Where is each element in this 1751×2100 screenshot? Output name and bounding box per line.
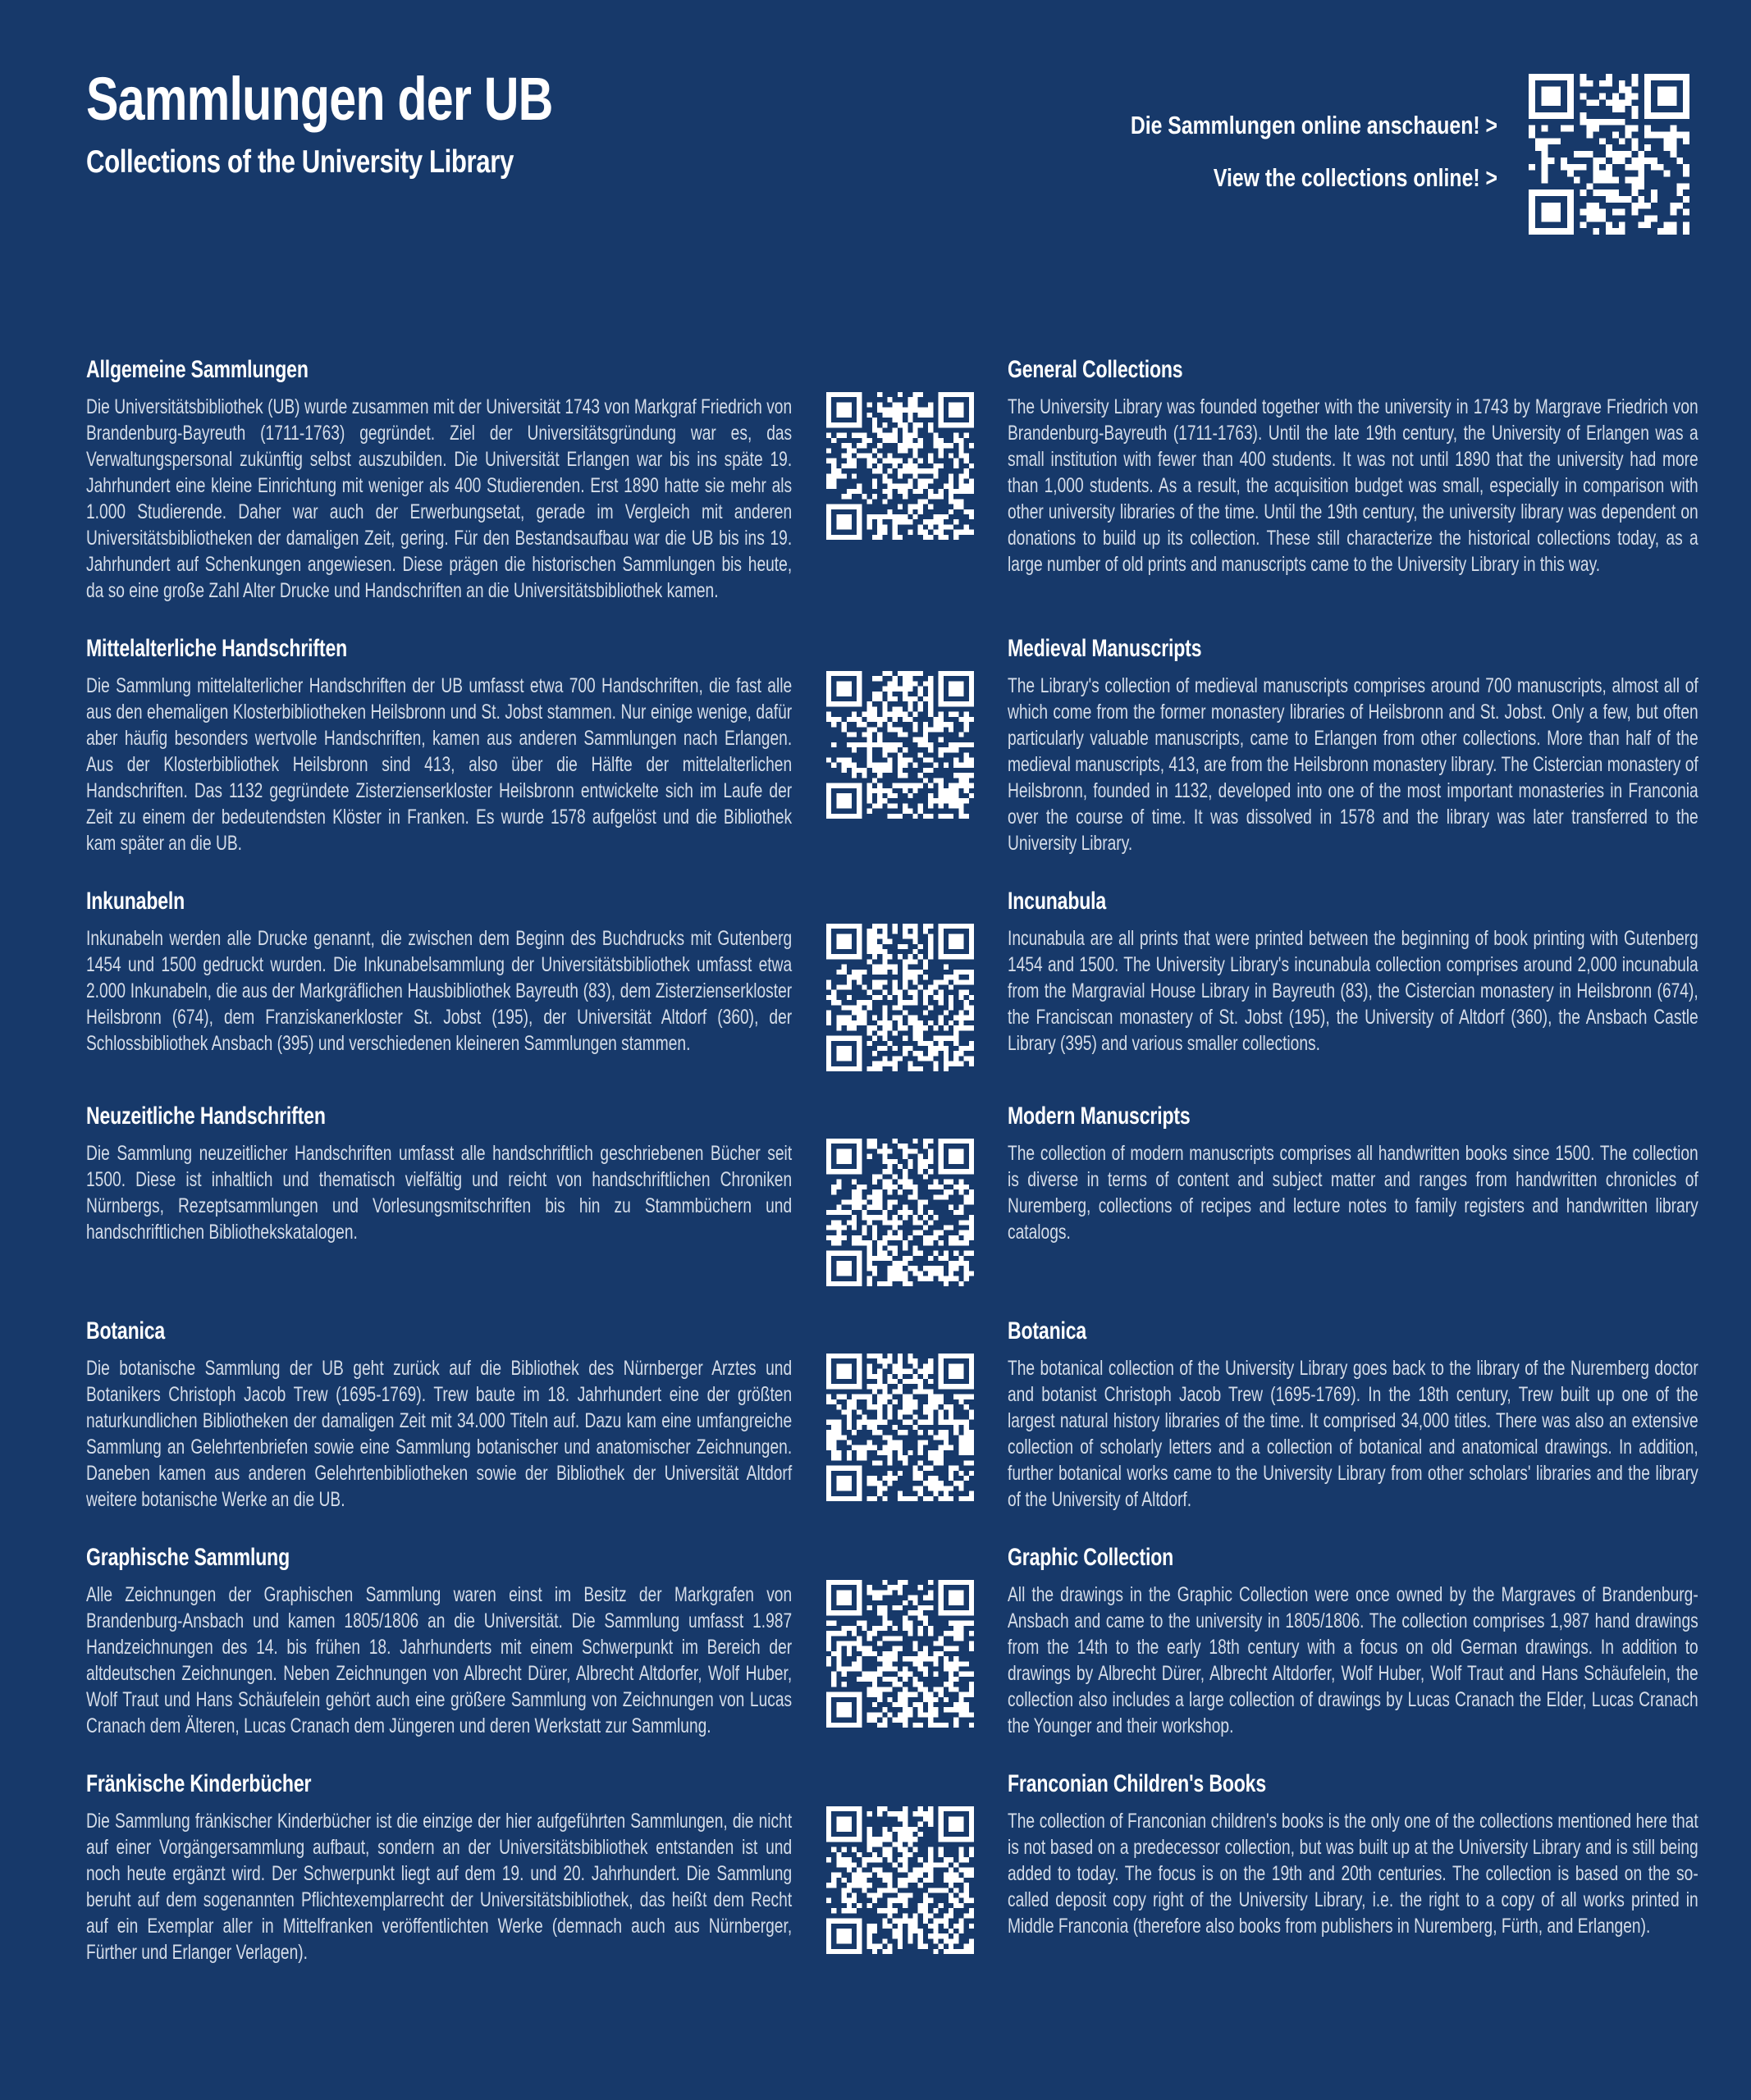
header-online-block — [907, 67, 1689, 235]
section-text-de: Inkunabeln werden alle Drucke genannt, die zwischen dem Beginn des Buchdrucks mit Gutenberg 1454 und 1500 gedruckt wurden. Die Inkunabelsammlung der Universitätsbibliothek umfasst etwa 2.000 Inkunabeln, die aus der Markgräflichen Hausbibliothek Bayreuth (83), dem Zisterzienserkloster Heilsbronn (674), dem Franziskanerkloster St. Jobst (195), der Universität Altdorf (360), der Schlossbibliothek Ansbach (395) und verschiedenen kleineren Sammlungen stammen. — [86, 927, 793, 1055]
qr-column — [792, 1770, 1008, 1965]
section-title-de: Botanica — [86, 1317, 166, 1344]
section-title-en: Incunabula — [1008, 888, 1107, 915]
online-links — [1025, 112, 1497, 190]
german-column — [86, 1317, 792, 1513]
title-block — [86, 67, 743, 180]
section-text-de: Die Sammlung neuzeitlicher Handschriften umfasst alle handschriftlich geschriebenen Bücher seit 1500. Diese ist inhaltlich und thematisch vielfältig und reicht von handschriftlichen Chroniken Nürnbergs, Rezeptsammlungen und Vorlesungsmitschriften bis hin zu Stammbüchern und handschriftlichen Bibliothekskatalogen. — [86, 1142, 793, 1244]
qr-column — [792, 888, 1008, 1071]
qr-column — [792, 1544, 1008, 1739]
collection-section — [86, 888, 1698, 1071]
collection-section — [86, 1317, 1698, 1513]
section-title-de: Neuzeitliche Handschriften — [86, 1102, 326, 1130]
qr-column — [792, 635, 1008, 856]
qr-code — [826, 392, 974, 540]
qr-column — [792, 356, 1008, 604]
section-text-en: All the drawings in the Graphic Collection were once owned by the Margraves of Brandenburg-Ansbach and came to the university in 1805/1806. The collection comprises 1,987 hand drawings from the 14th to the early 18th century with a focus on old German drawings. In addition to drawings by Albrecht Dürer, Albrecht Altdorfer, Wolf Huber, Wolf Traut and Hans Schäufelein, the collection also includes a large collection of drawings by Lucas Cranach the Elder, Lucas Cranach the Younger and their workshop. — [1008, 1583, 1698, 1737]
section-text-en: The University Library was founded together with the university in 1743 by Margrave Friedrich von Brandenburg-Bayreuth (1711-1763). Until the late 19th century, the University of Erlangen was a small institution with fewer than 400 students. It was not until 1890 that the university had more than 1,000 students. As a result, the acquisition budget was small, especially in comparison with other university libraries of the time. Until the 19th century, the university library was dependent on donations to build up its collection. These still characterize the historical collections today, as a large number of old prints and manuscripts came to the University Library in this way. — [1008, 395, 1698, 576]
collections-list — [86, 356, 1698, 1965]
view-collections-online-link-de[interactable]: Die Sammlungen online anschauen! > — [1130, 110, 1497, 139]
section-text-de: Die botanische Sammlung der UB geht zurück auf die Bibliothek des Nürnberger Arztes und Botanikers Christoph Jacob Trew (1695-1769). Trew baute im 18. Jahrhundert eine der größten naturkundlichen Bibliotheken der damaligen Zeit mit 34.000 Titeln auf. Dazu kam eine umfangreiche Sammlung an Gelehrtenbriefen sowie eine Sammlung botanischer und anatomischer Zeichnungen. Daneben kamen aus anderen Gelehrtenbibliotheken sowie der Bibliothek der Universität Altdorf weitere botanische Werke an die UB. — [86, 1357, 793, 1511]
section-title-en: General Collections — [1008, 356, 1183, 383]
english-column — [1008, 1770, 1698, 1965]
german-column — [86, 1544, 792, 1739]
section-text-de: Die Universitätsbibliothek (UB) wurde zusammen mit der Universität 1743 von Markgraf Friedrich von Brandenburg-Bayreuth (1711-1763) gegründet. Ziel der Universitätsgründung war es, das Verwaltungspersonal zukünftig selbst auszubilden. Die Universität Erlangen war bis ins späte 19. Jahrhundert eine kleine Einrichtung mit weniger als 400 Studierenden. Erst 1890 hatte sie mehr als 1.000 Studierende. Daher war auch der Erwerbungsetat, gerade im Vergleich mit anderen Universitätsbibliotheken der damaligen Zeit, gering. Für den Bestandsaufbau war die UB bis ins 19. Jahrhundert auf Schenkungen angewiesen. Diese prägen die historischen Sammlungen bis heute, da so eine große Zahl Alter Drucke und Handschriften an die Universitätsbibliothek kamen. — [86, 395, 793, 602]
qr-column — [792, 1317, 1008, 1513]
qr-column — [792, 1102, 1008, 1286]
english-column — [1008, 635, 1698, 856]
section-title-en: Modern Manuscripts — [1008, 1102, 1191, 1130]
view-collections-online-link-en[interactable]: View the collections online! > — [1213, 162, 1497, 192]
section-text-en: Incunabula are all prints that were printed between the beginning of book printing with Gutenberg 1454 and 1500. The University Library's incunabula collection comprises around 2,000 incunabula from the Margravial House Library in Bayreuth (83), the Cistercian monastery in Heilsbronn (674), the Franciscan monastery of St. Jobst (195), the University of Altdorf (360), the Ansbach Castle Library (395) and various smaller collections. — [1008, 927, 1698, 1055]
section-text-en: The botanical collection of the University Library goes back to the library of the Nuremberg doctor and botanist Christoph Jacob Trew (1695-1769). In the 18th century, Trew built up one of the largest natural history libraries of the time. It comprised 34,000 titles. There was also an extensive collection of scholarly letters and a collection of botanical and anatomical drawings. In addition, further botanical works came to the University Library from other scholars' libraries and the library of the University of Altdorf. — [1008, 1357, 1698, 1511]
english-column — [1008, 1544, 1698, 1739]
section-text-de: Die Sammlung fränkischer Kinderbücher ist die einzige der hier aufgeführten Sammlungen, die nicht auf einer Vorgängersammlung aufbaut, sondern an der Universitätsbibliothek entstanden ist und noch heute ergänzt wird. Der Schwerpunkt liegt auf dem 19. und 20. Jahrhundert. Die Sammlung beruht auf dem sogenannten Pflichtexemplarrecht der Universitätsbibliothek, das heißt dem Recht auf ein Exemplar aller in Mittelfranken veröffentlichten Werke (demnach auch aus Nürnberger, Fürther und Erlanger Verlagen). — [86, 1810, 793, 1964]
german-column — [86, 635, 792, 856]
page-subtitle: Collections of the University Library — [86, 144, 514, 180]
english-column — [1008, 1102, 1698, 1286]
section-title-en: Botanica — [1008, 1317, 1087, 1344]
header — [86, 67, 1698, 235]
qr-code — [826, 924, 974, 1071]
collection-section — [86, 1102, 1698, 1286]
qr-code — [826, 1139, 974, 1286]
english-column — [1008, 356, 1698, 604]
section-text-en: The collection of modern manuscripts comprises all handwritten books since 1500. The collection is diverse in terms of content and subject matter and ranges from handwritten chronicles of Nuremberg, collections of recipes and lecture notes to family registers and handwritten library catalogs. — [1008, 1142, 1698, 1244]
section-title-de: Mittelalterliche Handschriften — [86, 635, 348, 662]
qr-code — [826, 1806, 974, 1954]
qr-code — [826, 1354, 974, 1501]
collection-section — [86, 1770, 1698, 1965]
qr-code — [826, 1580, 974, 1728]
qr-code — [826, 671, 974, 819]
section-title-de: Inkunabeln — [86, 888, 185, 915]
section-title-en: Franconian Children's Books — [1008, 1770, 1266, 1797]
section-title-de: Allgemeine Sammlungen — [86, 356, 309, 383]
collection-section — [86, 1544, 1698, 1739]
english-column — [1008, 888, 1698, 1071]
english-column — [1008, 1317, 1698, 1513]
section-text-de: Die Sammlung mittelalterlicher Handschriften der UB umfasst etwa 700 Handschriften, die fast alle aus den ehemaligen Klosterbibliotheken Heilsbronn und St. Jobst stammen. Nur einige wenige, dafür aber häufig besonders wertvolle Handschriften, kamen aus anderen Sammlungen nach Erlangen. Aus der Klosterbibliothek Heilsbronn sind 413, also über die Hälfte der mittelalterlichen Handschriften. Das 1132 gegründete Zisterzienserkloster Heilsbronn entwickelte sich im Laufe der Zeit zu einem der bedeutendsten Klöster in Franken. Es wurde 1578 aufgelöst und die Bibliothek kam später an die UB. — [86, 674, 793, 855]
section-title-de: Graphische Sammlung — [86, 1544, 290, 1571]
section-title-de: Fränkische Kinderbücher — [86, 1770, 312, 1797]
german-column — [86, 1102, 792, 1286]
collection-section — [86, 635, 1698, 856]
section-title-en: Graphic Collection — [1008, 1544, 1174, 1571]
qr-code — [1529, 74, 1689, 235]
german-column — [86, 1770, 792, 1965]
section-text-de: Alle Zeichnungen der Graphischen Sammlung waren einst im Besitz der Markgrafen von Brandenburg-Ansbach und kamen 1805/1806 an die Universität. Die Sammlung umfasst 1.987 Handzeichnungen des 14. bis frühen 18. Jahrhunderts mit einem Schwerpunkt im Bereich der altdeutschen Zeichnungen. Neben Zeichnungen von Albrecht Dürer, Albrecht Altdorfer, Wolf Huber, Wolf Traut und Hans Schäufelein gehört auch eine größere Sammlung von Zeichnungen von Lucas Cranach dem Älteren, Lucas Cranach dem Jüngeren und deren Werkstatt zur Sammlung. — [86, 1583, 793, 1737]
section-text-en: The Library's collection of medieval manuscripts comprises around 700 manuscripts, almost all of which come from the former monastery libraries of Heilsbronn and St. Jobst. Only a few, but often particularly valuable manuscripts, came to Erlangen from other collections. More than half of the medieval manuscripts, 413, are from the Heilsbronn monastery library. The Cistercian monastery of Heilsbronn, founded in 1132, developed into one of the most important monasteries in Franconia over the course of time. It was dissolved in 1578 and the library was later transferred to the University Library. — [1008, 674, 1698, 855]
collection-section — [86, 356, 1698, 604]
german-column — [86, 356, 792, 604]
german-column — [86, 888, 792, 1071]
section-title-en: Medieval Manuscripts — [1008, 635, 1202, 662]
page-title: Sammlungen der UB — [86, 65, 553, 133]
section-text-en: The collection of Franconian children's books is the only one of the collections mentioned here that is not based on a predecessor collection, but was built up at the University Library and is still being added to today. The focus is on the 19th and 20th centuries. The collection is based on the so-called deposit copy right of the University Library, i.e. the right to a copy of all works printed in Middle Franconia (therefore also books from publishers in Nuremberg, Fürth, and Erlangen). — [1008, 1810, 1698, 1938]
